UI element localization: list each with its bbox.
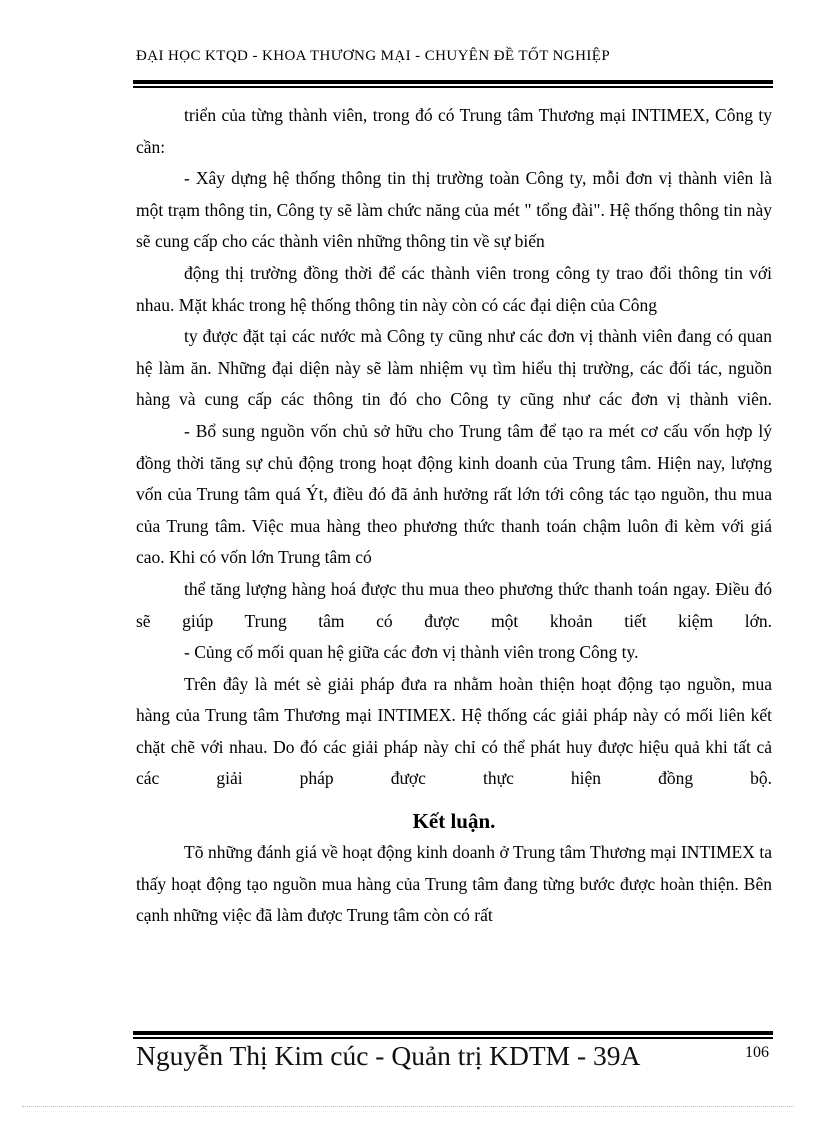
footer-author: Nguyễn Thị Kim cúc - Quản trị KDTM - 39A [136,1040,641,1071]
body-text [136,100,772,932]
paragraph: Tõ những đánh giá về hoạt động kinh doanh ở Trung tâm Thương mại INTIMEX ta thấy hoạt động tạo nguồn mua hàng của Trung tâm đang từng bước được hoàn thiện. Bên cạnh những việc đã làm được Trung tâm còn có rất [136,842,772,926]
paragraph: động thị trường đồng thời để các thành viên trong công ty trao đổi thông tin với nhau. Mặt khác trong hệ thống thông tin này còn có các đại diện của Công [136,262,772,315]
page-number: 106 [745,1044,769,1061]
paragraph: - Củng cố mối quan hệ giữa các đơn vị thành viên trong Công ty. [184,642,639,663]
paragraph: thể tăng lượng hàng hoá được thu mua theo phương thức thanh toán ngay. Điều đó sẽ giúp Trung tâm có được một khoản tiết kiệm lớn. [136,578,772,631]
page-edge-divider [22,1106,794,1107]
paragraph: triển của từng thành viên, trong đó có Trung tâm Thương mại INTIMEX, Công ty cần: [136,105,772,157]
header-double-rule [133,80,773,88]
page-header: ĐẠI HỌC KTQD - KHOA THƯƠNG MẠI - CHUYÊN ĐỀ TỐT NGHIỆP [136,48,611,64]
paragraph: ty được đặt tại các nước mà Công ty cũng như các đơn vị thành viên đang có quan hệ làm ăn. Những đại diện này sẽ làm nhiệm vụ tìm hiểu thị trường, các đối tác, nguồn hàng và cung cấp các thông tin đó cho Công ty cũng như các đơn vị thành viên. [136,326,772,410]
paragraph: Trên đây là mét sè giải pháp đưa ra nhằm hoàn thiện hoạt động tạo nguồn, mua hàng của Trung tâm Thương mại INTIMEX. Hệ thống các giải pháp này có mối liên kết chặt chẽ với nhau. Do đó các giải pháp này chỉ có thể phát huy được hiệu quả khi tất cả các giải pháp được thực hiện đồng bộ. [136,673,772,789]
paragraph: - Bổ sung nguồn vốn chủ sở hữu cho Trung tâm để tạo ra mét cơ cấu vốn hợp lý đồng thời tăng sự chủ động trong hoạt động kinh doanh của Trung tâm. Hiện nay, lượng vốn của Trung tâm quá Ýt, điều đó đã ảnh hưởng rất lớn tới công tác tạo nguồn, thu mua của Trung tâm. Việc mua hàng theo phương thức thanh toán chậm luôn đi kèm với giá cao. Khi có vốn lớn Trung tâm có [136,420,772,568]
footer-double-rule [133,1031,773,1039]
section-heading: Kết luận. [412,809,496,834]
paragraph: - Xây dựng hệ thống thông tin thị trường toàn Công ty, mỗi đơn vị thành viên là một trạm thông tin, Công ty sẽ làm chức năng của mét " tổng đài". Hệ thống thông tin này sẽ cung cấp cho các thành viên những thông tin về sự biến [136,168,772,252]
